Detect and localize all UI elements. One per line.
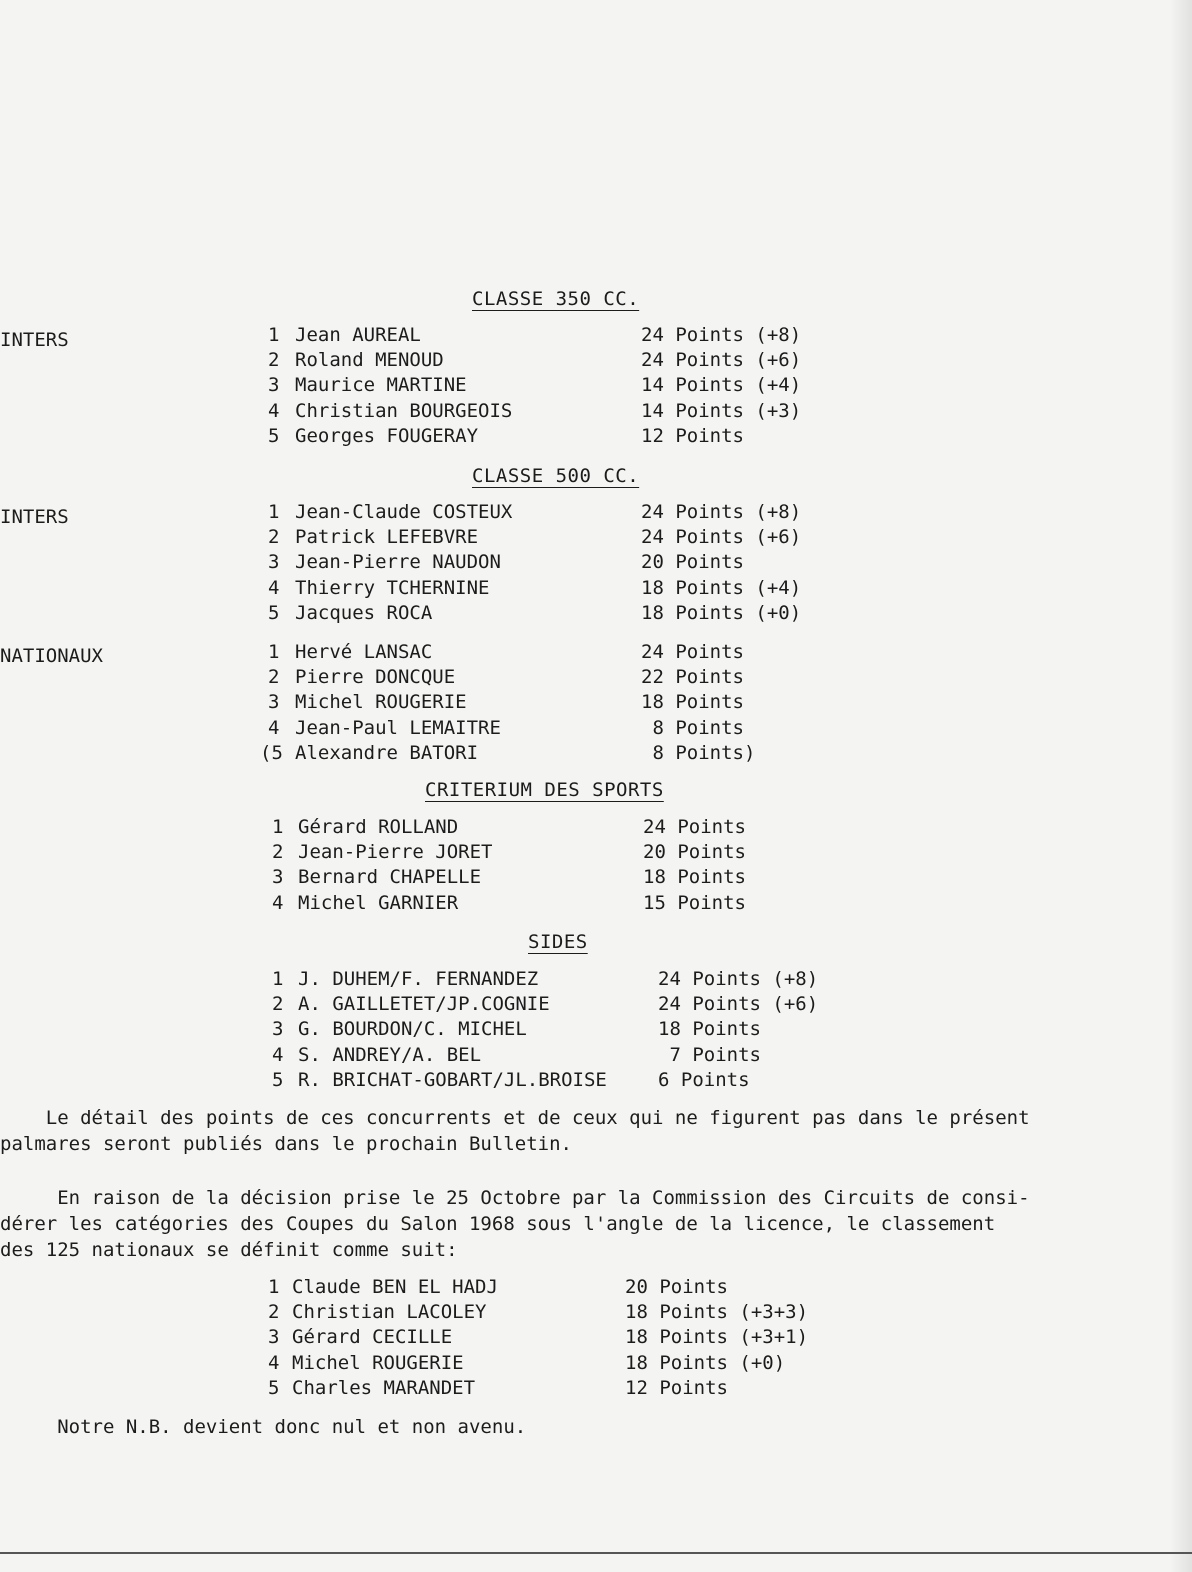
rider-name: Claude BEN EL HADJ [292,1276,498,1298]
rider-name: Maurice MARTINE [295,374,467,396]
points-value: 15 Points [643,892,746,914]
ranking-row [0,551,1100,576]
ranking-row [0,1352,1100,1377]
rider-name: Jean AUREAL [295,324,421,346]
ranking-row [0,1069,1100,1094]
rider-name: Jacques ROCA [295,602,433,624]
rider-name: Christian LACOLEY [292,1301,487,1323]
rank-number: 5 [268,425,280,447]
ranking-row [0,400,1100,425]
points-value: 6 Points [658,1069,750,1091]
rider-name: S. ANDREY/A. BEL [298,1044,482,1066]
rank-number: 2 [272,993,284,1015]
points-value: 18 Points [643,866,746,888]
rank-number: 5 [268,1377,280,1399]
ranking-row [0,324,1100,349]
rider-name: Charles MARANDET [292,1377,476,1399]
points-value: 18 Points (+0) [625,1352,786,1374]
points-value: 22 Points [641,666,744,688]
rider-name: Michel ROUGERIE [295,691,467,713]
ranking-row [0,1301,1100,1326]
rank-number: (5 [260,742,283,764]
points-value: 24 Points (+8) [641,324,802,346]
ranking-row [0,1044,1100,1069]
ranking-row [0,1377,1100,1402]
ranking-row [0,993,1100,1018]
page-edge-shadow [1170,0,1192,1572]
rank-number: 4 [268,1352,280,1374]
rank-number: 1 [268,324,280,346]
page-bottom-border [0,1552,1192,1554]
points-value: 14 Points (+4) [641,374,802,396]
heading-criterium: CRITERIUM DES SPORTS [425,779,664,801]
points-value: 20 Points [625,1276,728,1298]
points-value: 14 Points (+3) [641,400,802,422]
ranking-row [0,841,1100,866]
ranking-row [0,1276,1100,1301]
ranking-row [0,666,1100,691]
points-value: 24 Points (+6) [641,349,802,371]
points-value: 18 Points [641,691,744,713]
points-value: 7 Points [658,1044,761,1066]
rider-name: Michel GARNIER [298,892,459,914]
ranking-row [0,526,1100,551]
rider-name: Jean-Claude COSTEUX [295,501,513,523]
ranking-row [0,691,1100,716]
rank-number: 4 [272,892,284,914]
rank-number: 1 [268,501,280,523]
heading-sides: SIDES [528,931,588,953]
rank-number: 1 [272,816,284,838]
rider-name: Hervé LANSAC [295,641,433,663]
rider-name: Jean-Pierre JORET [298,841,493,863]
points-value: 24 Points (+8) [641,501,802,523]
ranking-row [0,892,1100,917]
rider-name: J. DUHEM/F. FERNANDEZ [298,968,539,990]
rider-name: Gérard ROLLAND [298,816,459,838]
points-value: 18 Points (+3+3) [625,1301,809,1323]
ranking-row [0,602,1100,627]
rider-name: Gérard CECILLE [292,1326,453,1348]
ranking-row [0,1018,1100,1043]
rider-name: Georges FOUGERAY [295,425,479,447]
points-value: 12 Points [625,1377,728,1399]
rank-number: 1 [272,968,284,990]
rank-number: 2 [268,1301,280,1323]
ranking-row [0,742,1100,767]
rank-number: 2 [268,526,280,548]
rider-name: Pierre DONCQUE [295,666,456,688]
category-label: INTERS [0,329,69,351]
ranking-row [0,374,1100,399]
rider-name: Bernard CHAPELLE [298,866,482,888]
rank-number: 3 [268,551,280,573]
ranking-row [0,1326,1100,1351]
rank-number: 1 [268,641,280,663]
heading-classe-350: CLASSE 350 CC. [472,288,640,310]
ranking-row [0,577,1100,602]
paragraph-detail: Le détail des points de ces concurrents et de ceux qui ne figurent pas dans le présent palmares seront publiés dans le prochain Bulletin. [0,1107,1030,1155]
points-value: 18 Points (+3+1) [625,1326,809,1348]
rank-number: 1 [268,1276,280,1298]
points-value: 12 Points [641,425,744,447]
points-value: 24 Points [641,641,744,663]
rank-number: 4 [268,400,280,422]
points-value: 24 Points (+8) [658,968,819,990]
points-value: 8 Points [641,717,744,739]
ranking-row [0,425,1100,450]
rider-name: G. BOURDON/C. MICHEL [298,1018,527,1040]
rank-number: 3 [268,691,280,713]
category-label: INTERS [0,506,69,528]
points-value: 8 Points) [641,742,756,764]
points-value: 24 Points [643,816,746,838]
rank-number: 4 [272,1044,284,1066]
rider-name: Patrick LEFEBVRE [295,526,479,548]
points-value: 20 Points [641,551,744,573]
rank-number: 2 [272,841,284,863]
rider-name: Michel ROUGERIE [292,1352,464,1374]
heading-classe-500: CLASSE 500 CC. [472,465,640,487]
footer-note: Notre N.B. devient donc nul et non avenu. [0,1416,527,1438]
rider-name: Christian BOURGEOIS [295,400,513,422]
rank-number: 4 [268,717,280,739]
rank-number: 5 [268,602,280,624]
rider-name: Thierry TCHERNINE [295,577,490,599]
points-value: 18 Points (+4) [641,577,802,599]
rank-number: 2 [268,349,280,371]
category-label: NATIONAUX [0,645,103,667]
rank-number: 3 [272,866,284,888]
paragraph-decision: En raison de la décision prise le 25 Octobre par la Commission des Circuits de consi- dérer les catégories des Coupes du Salon 1968 sous l'angle de la licence, le classement des 125 nationaux se définit comme suit: [0,1187,1030,1261]
rider-name: A. GAILLETET/JP.COGNIE [298,993,550,1015]
rider-name: R. BRICHAT-GOBART/JL.BROISE [298,1069,607,1091]
rider-name: Jean-Paul LEMAITRE [295,717,501,739]
rank-number: 3 [268,374,280,396]
ranking-row [0,501,1100,526]
ranking-row [0,349,1100,374]
ranking-row [0,717,1100,742]
rank-number: 3 [272,1018,284,1040]
rider-name: Jean-Pierre NAUDON [295,551,501,573]
ranking-row [0,641,1100,666]
points-value: 24 Points (+6) [658,993,819,1015]
ranking-row [0,968,1100,993]
rank-number: 5 [272,1069,284,1091]
rank-number: 3 [268,1326,280,1348]
points-value: 18 Points [658,1018,761,1040]
ranking-row [0,866,1100,891]
rank-number: 2 [268,666,280,688]
points-value: 20 Points [643,841,746,863]
rider-name: Alexandre BATORI [295,742,479,764]
points-value: 24 Points (+6) [641,526,802,548]
ranking-row [0,816,1100,841]
rank-number: 4 [268,577,280,599]
points-value: 18 Points (+0) [641,602,802,624]
rider-name: Roland MENOUD [295,349,444,371]
